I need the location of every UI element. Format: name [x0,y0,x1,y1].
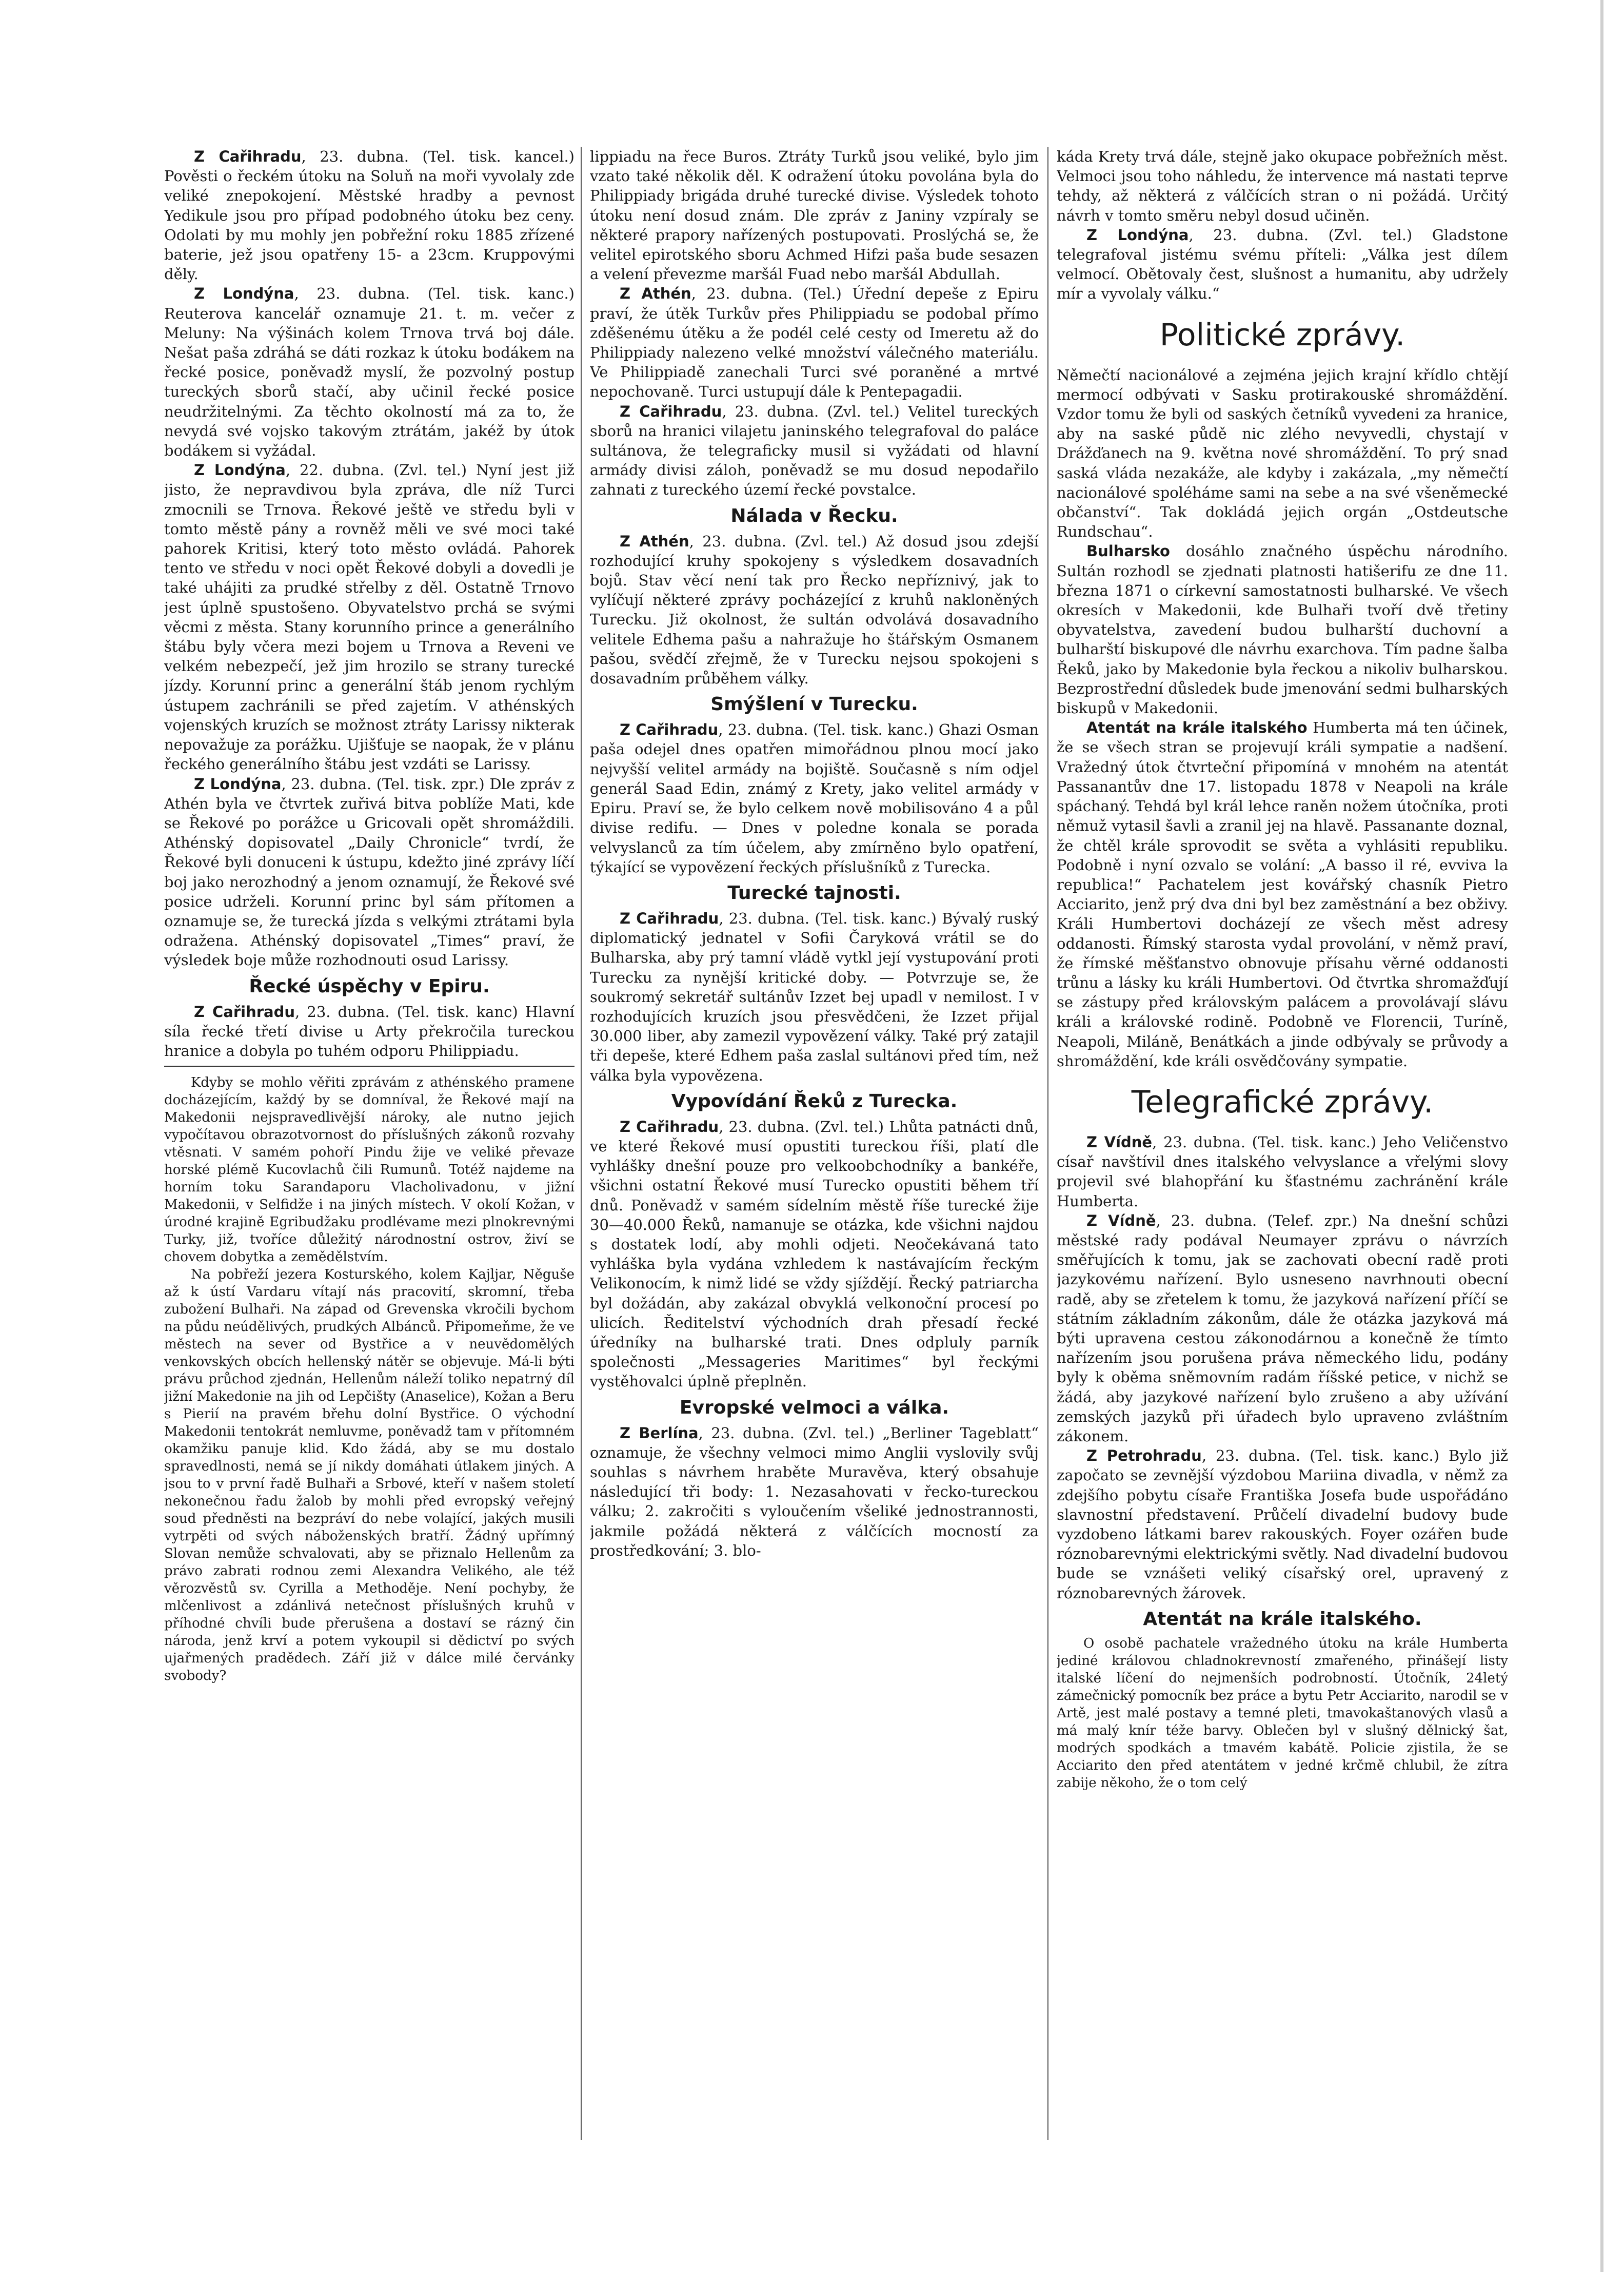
item-text: Humberta má ten účinek, že se všech stran se projevují králi sympatie a nadšení. Vražedný útok čtvrteční připomíná v mnohém na atentát Passanantův dne 17. listopadu 1878 v Neapoli na krále spáchaný. Tehdá byl král lehce raněn nožem útočníka, proti němuž vytasil šavli a zranil jej na hlavě. Passanante doznal, že chtěl krále sprovodit se světa a vyhlásiti republiku. Podobně i nyní ozvalo se volání: „A basso il ré, evviva la republica!“ Pachatelem jest kovářský chasník Pietro Acciarito, jenž prý dva dni byl bez zaměstnání a bez obživy. Králi Humbertovi docházejí ze všech měst adresy oddanosti. Římský starosta vydal provolání, v němž praví, že římské měšťanstvo obnovuje přísahu věrné oddanosti trůnu a lásky ku králi Humbertovi. Od čtvrtka shromažďují se zástupy před královským palácem a provolávají slávu králi a královské rodině. Podobně ve Florencii, Turíně, Neapoli, Miláně, Benátkách a jinde odbývaly se průvody a shromáždění, kde králi osvědčovány sympatie. [1057,719,1508,1070]
news-item [164,774,575,970]
dateline: Bulharsko [1086,542,1170,560]
news-item [590,147,1039,284]
dateline: Z Londýna [1086,226,1189,244]
dateline: Atentát na krále italského [1086,719,1308,737]
item-text: Němečtí nacionálové a zejména jejich krajní křídlo chtějí mermocí odbývati v Sasku protirakouské shromáždění. Vzdor tomu že byli od saských četníků vyvedeni za hranice, aby na saské půdě nic zlého nevyvedli, chystají v Drážďanech na 9. května nové shromáždění. To prý snad saská vláda nezakáže, ale kdyby i zakázala, „my němečtí nacionálové spoléháme sami na sebe a na své všeněmecké občanství“. Tak dokládá jejich orgán „Ostdeutsche Rundschau“. [1057,366,1508,541]
column-3 [1057,147,1508,2148]
news-item [590,720,1039,877]
article-paragraph: Na pobřeží jezera Kosturského, kolem Kajljar, Něguše až k ústí Vardaru vítají nás pracovití, skromní, třeba zubožení Bulhaři. Na západ od Grevenska vkročili bychom na půdu neúdělivých, prudkých Albánců. Připomeňme, že ve městech na sever od Bystřice a v neuvědomělých venkovských obcích hellenský nátěr se objevuje. Má-li býti právu průchod zjednán, Hellenům náleží toliko nepatrný díl jižní Makedonie na jih od Lepčišty (Anaselice), Kožan a Beru s Pierií na pravém břehu dolní Bystřice. O východní Makedonii tentokrát nemluvme, poněvadž tam v přítomném okamžiku panuje klid. Kdo žádá, aby se mu dostalo spravedlnosti, nemá se jí nikdy domáhati útlakem jiných. A jsou to v první řadě Bulhaři a Srbové, kteří v našem století nekonečnou řadu žalob by mohli před evropský veřejný soud předněsti na bezpráví do nebe volající, jakých musili vytrpěti od svých náboženských bratří. Žádný upřímný Slovan nemůže schvalovati, aby se přiznalo Hellenům za právo zabrati rodnou zemi Alexandra Velikého, ale též věrozvěstů sv. Cyrilla a Methoděje. Není pochyby, že mlčenlivost a zdánlivá netečnost příslušných kruhů v příhodné chvíli bude přerušena a dostaví se rázný čin národa, jenž krví a potem vykoupil si dědictví po svých ujařmených pradědech. Září již v dálce milé červánky svobody? [164,1267,575,1684]
section-heading: Řecké úspěchy v Epiru. [249,975,490,997]
item-text: , 23. dubna. (Tel. tisk. kanc.) Ghazi Osman paša odejel dnes opatřen mimořádnou plnou mocí jako nejvyšší velitel armády na bojiště. Současně s ním odjel generál Saad Edin, známý z Krety, jako velitel armády v Epiru. Praví se, že bylo celkem nově mobilisováno 4 a půl divise redifu. — Dnes v poledne konala se porada velvyslanců za tím účelem, aby zmírněno bylo opatření, týkající se vypovězení řeckých příslušníků z Turecka. [590,721,1039,876]
article-paragraph: O osobě pachatele vražedného útoku na krále Humberta jediné královou chladnokrevností zmařeného, přinášejí listy italské líčení do nejmenších podrobností. Útočník, 24letý zámečnický pomocník bez práce a bytu Petr Acciarito, narodil se v Artě, jest malé postavy a temné pleti, tmavokaštanových vlasů a má malý knír téže barvy. Oblečen byl v slušný dělnický šat, modrých spodkách a tmavém kabátě. Policie zjistila, že se Acciarito den před atentátem v jedné krčmě chlubil, že zítra zabije někoho, že o tom celý [1057,1635,1508,1791]
item-text: , 23. dubna. (Zvl. tel.) Gladstone telegrafoval jistému svému příteli: „Válka jest dílem velmocí. Obětovaly čest, slušnost a humanitu, aby udržely mír a vyvolaly válku.“ [1057,226,1508,303]
item-text: , 23. dubna. (Tel. tisk. kanc.) Bylo již započato se zevnější výzdobou Mariina divadla, v němž za zdejšího pobytu císaře Františka Josefa bude uspořádáno slavnostní představení. Průčelí divadelní budovy bude vyzdobeno látkami barev rakouských. Foyer ozářen bude róznobarevnými elektrickými světly. Nad divadelní budovou bude se vznášeti veliký císařský orel, upravený z róznobarevných žárovek. [1057,1447,1508,1602]
divider [164,1066,575,1067]
dateline: Z Londýna [194,775,282,793]
dateline: Z Londýna [194,461,286,479]
news-item [164,284,575,460]
item-text: , 23. dubna. (Tel.) Úřední depeše z Epiru praví, že útěk Turkův přes Philippiadu se podobal přímo zděšenému útěku a že podél celé cesty od Imeretu až do Philippiady nalezeno velké množství válečného materiálu. Ve Philippiadě zanechali Turci své poraněné a mrtvé nepochovaně. Turci ustupují dále k Pentepagadii. [590,285,1039,401]
column-1 [164,147,575,2148]
section-title: Politické zprávy. [1159,317,1405,353]
news-item [164,147,575,284]
news-item [590,284,1039,401]
column-rule [581,147,582,2140]
news-item [1057,1132,1508,1211]
item-text: , 23. dubna. (Tel. tisk. kanc) Hlavní síla řecké třetí divise u Arty překročila tureckou hranice a dobyla po tuhém odporu Philippiadu. [164,1003,575,1060]
dateline: Z Cařihradu [620,1118,719,1135]
dateline: Z Cařihradu [620,721,719,739]
news-item [1057,1211,1508,1446]
item-text: káda Krety trvá dále, stejně jako okupace pobřežních měst. Velmoci jsou toho náhledu, že intervence má nastati teprve tehdy, až některá z válčících stran o ni požádá. Určitý návrh v tomto směru nebyl dosud učiněn. [1057,148,1508,224]
dateline: Z Berlína [620,1424,699,1442]
news-item [164,1002,575,1061]
item-text: , 23. dubna. (Zvl. tel.) Až dosud jsou zdejší rozhodující kruhy spokojeny s výsledkem dosavadních bojů. Stav věcí není tak pro Řecko nepříznivý, jak to vylíčují některé zprávy pocházející z kruhů nakloněných Turecku. Již okolnost, že sultán odvolává dosavadního velitele Edhema pašu a nahražuje ho štářským Osmanem pašou, svědčí zřejmě, že v Turecku nejsou spokojeni s dosavadním průběhem války. [590,532,1039,688]
item-text: , 23. dubna. (Tel. tisk. kanc.) Reuterova kancelář oznamuje 21. t. m. večer z Meluny: Na výšinách kolem Trnova trvá boj dále. Nešat paša zdráhá se dáti rozkaz k útoku bodákem na řecké posice, poněvadž myslí, že pozvolný postup tureckých sborů stačí, aby učinil řecké posice neudržitelnými. Za těchto okolností má za to, že nevydá své vojsko takovým ztrátám, jakéž by útok bodákem si vyžádal. [164,285,575,460]
news-item [164,460,575,774]
dateline: Z Athén [620,285,691,303]
section-heading: Nálada v Řecku. [730,505,898,526]
dateline: Z Vídně [1086,1133,1153,1151]
item-text: , 23. dubna. (Zvl. tel.) „Berliner Tageblatt“ oznamuje, že všechny velmoci mimo Anglii vyslovily svůj souhlas s návrhem hraběte Muravěva, který obsahuje následující tři body: 1. Nezasahovati v řecko-tureckou válku; 2. zakročiti s vyloučením všeliké jednostrannosti, jakmile požádá některá z válčících mocností za prostředkování; 3. blo- [590,1424,1039,1559]
news-item [1057,225,1508,304]
dateline: Z Cařihradu [620,909,719,927]
dateline: Z Cařihradu [194,1003,295,1021]
news-item [590,532,1039,689]
news-item [590,1117,1039,1392]
article-paragraph: Kdyby se mohlo věřiti zprávám z athénského pramene docházejícím, každý by se domníval, že Řekové mají na Makedonii nejspravedlivější nároky, ale nutno jejich vypočítavou obrazotvornost do příslušných zákonů rozvahy vtěsnati. V samém pohoří Pindu žije ve veliké převaze horské plémě Kucovlachů čili Rumunů. Totéž najdeme na horním toku Sarandaporu Vlacholivadonu, v jižní Makedonii, v Selfidže i na jiných místech. V okolí Kožan, v úrodné krajině Egribudžaku prodlévame mezi plnokrevnými Turky, již, tvoříce důležitý národnostní ostrov, živí se chovem dobytka a zemědělstvím. [164,1075,575,1265]
column-2 [590,147,1039,2148]
dateline: Z Cařihradu [194,148,302,165]
section-title: Telegrafické zprávy. [1131,1084,1434,1120]
dateline: Z Cařihradu [620,402,722,420]
column-rule [1047,147,1048,2140]
section-heading: Smýšlení v Turecku. [710,694,918,715]
dateline: Z Vídně [1086,1211,1156,1229]
news-item [1057,147,1508,225]
item-text: , 23. dubna. (Zvl. tel.) Velitel tureckých sborů na hranici vilajetu janinského telegrafoval do paláce sultánova, že telegraficky musil si vyžádati od hlavní armády divisi záloh, poněvadž se mu dosud nepodařilo zahnati z tureckého území řecké povstalce. [590,402,1039,499]
section-heading: Turecké tajnosti. [727,882,901,904]
section-heading: Vypovídání Řeků z Turecka. [671,1090,958,1112]
dateline: Z Londýna [194,285,294,303]
news-item [1057,541,1508,718]
item-text: , 23. dubna. (Telef. zpr.) Na dnešní schůzi městské rady podával Neumayer zprávu o návrzích směřujících k tomu, jak se zachovati obecní radě proti jazykovému nařízení. Bylo usneseno navrhnouti obecní radě, aby se zřetelem k tomu, že jazyková nařízení příčí se státním základním zákonům, dále že otázka jazyková má býti upravena cestou zákonodárnou a konečně že tímto nařízením jsou porušena práva německého lidu, podány byly k oběma sněmovním radám říšské petice, v nichž se žádá, aby jazykové nařízení bylo zrušeno a aby užívání zemských jazyků při úřadech bylo upraveno zvláštním zákonem. [1057,1211,1508,1445]
news-item [1057,1446,1508,1603]
item-text: dosáhlo značného úspěchu národního. Sultán rozhodl se zjednati platnosti hatišerifu ze dne 11. března 1871 o církevní samostatnosti bulharské. Ve všech okresích v Makedonii, kde Bulhaři tvoří dvě třetiny obyvatelstva, zavedení budou bulharští duchovní a bulharští biskupové dle návrhu exarchova. Tím padne šalba Řeků, jako by Makedonie byla řeckou a nikoliv bulharskou. Bezprostřední důsledek bude jmenování sedmi bulharských biskupů v Makedonii. [1057,542,1508,717]
section-heading: Evropské velmoci a válka. [679,1397,949,1418]
item-text: , 22. dubna. (Zvl. tel.) Nyní jest již jisto, že nepravdivou byla zpráva, dle níž Turci zmocnili se Trnova. Řekové ještě ve středu byli v tomto městě pány a rovněž měli ve své moci také pahorek Kritisi, který toto město ovládá. Pahorek tento ve středu v noci opět Řekové dobyli a dovedli je také uhájiti za prudké střelby z děl. Ostatně Trnovo jest úplně spustošeno. Obyvatelstvo prchá se svými věcmi z města. Stany korunního prince a generálního štábu byly včera mezi bojem u Trnova a Reveni ve velkém nebezpečí, jež jim hrozilo se strany turecké jízdy. Korunní princ a generální štáb jenom rychlým ústupem zachránili se před zajetím. V athénských vojenských kruzích se možnost ztráty Larissy nikterak nepovažuje za porážku. Ujišťuje se naopak, že v plánu řeckého generálního štábu jest vzdáti se Larissy. [164,461,575,773]
news-item [590,909,1039,1085]
dateline: Z Petrohradu [1086,1447,1202,1465]
news-item [1057,365,1508,542]
section-heading: Atentát na krále italského. [1143,1608,1422,1630]
item-text: , 23. dubna. (Tel. tisk. zpr.) Dle zpráv z Athén byla ve čtvrtek zuřivá bitva poblíže Mati, kde se Řekové po porážce u Gricovali opět shromáždili. Athénský dopisovatel „Daily Chronicle“ tvrdí, že Řekové byli donuceni k ústupu, kdežto jiné zprávy líčí boj jako nerozhodný a jenom oznamují, že Řekové své posice udrželi. Korunní princ byl sám přítomen a oznamuje se, že turecká jízda s velkými ztrátami byla odražena. Athénský dopisovatel „Times“ praví, že výsledek boje může rozhodnouti osud Larissy. [164,775,575,969]
item-text: , 23. dubna. (Tel. tisk. kanc.) Bývalý ruský diplomatický jednatel v Sofii Čaryková vrátil se do Bulharska, aby prý tamní vládě vytkl její vystupování proti Turecku za nynější kritické doby. — Potvrzuje se, že soukromý sekretář sultánův Izzet bej upadl v nemilost. I v rozhodujících kruzích jsou přesvědčeni, že Izzet přijal 30.000 liber, aby zamezil vypovězení války. Také prý zatajil tři depeše, které Edhem paša zaslal sultánovi před tím, než válka byla vypovězena. [590,909,1039,1084]
news-item [590,402,1039,500]
dateline: Z Athén [620,532,689,550]
news-item [1057,718,1508,1071]
item-text: , 23. dubna. (Tel. tisk. kancel.) Pověsti o řeckém útoku na Soluň na moři vyvolaly zde veliké znepokojení. Městské hradby a pevnost Yedikule jsou pro případ podobného útoku bez ceny. Odolati by mu mohly jen pobřežní roku 1885 zřízené baterie, jež jsou opatřeny 15- a 23cm. Kruppovými děly. [164,148,575,283]
item-text: , 23. dubna. (Zvl. tel.) Lhůta patnácti dnů, ve které Řekové musí opustiti tureckou říši, platí dle vyhlášky dnešní pouze pro velkoobchodníky a bankéře, všichni ostatní Řekové musí Turecko opustiti během tří dnů. Poněvadž v samém sídelním městě říše turecké žije 30—40.000 Řeků, namanuje se otázka, kde všichni najdou s dostatek lodí, aby mohli odjeti. Neočekávaná tato vyhláška byla vydána vzhledem k nastávajícím řeckým Velikonocím, k nimž lidé se vždy sjíždějí. Řecký patriarcha byl dožádán, aby zakázal obvyklá velkonoční procesí po ulicích. Ředitelství východních drah přesadí řecké úředníky na bulharské trati. Dnes odpluly parník společnosti „Messageries Maritimes“ byl řeckými vystěhovalci úplně přeplněn. [590,1118,1039,1390]
news-item [590,1423,1039,1560]
item-text: , 23. dubna. (Tel. tisk. kanc.) Jeho Veličenstvo císař navštívil dnes italského velvyslance a vřelými slovy projevil své blahopřání ku šťastnému zachránění krále Humberta. [1057,1133,1508,1210]
page-edge [1600,0,1603,2272]
item-text: lippiadu na řece Buros. Ztráty Turků jsou veliké, bylo jim vzato také několik děl. K odražení útoku povolána byla do Philippiady brigáda druhé turecké divise. Výsledek tohoto útoku není dosud znám. Dle zpráv z Janiny vzpíraly se některé prapory nařízených postupovati. Proslýchá se, že velitel epirotského sboru Achmed Hifzi paša bude sesazen a velení převezme maršál Fuad nebo maršál Abdullah. [590,148,1039,283]
